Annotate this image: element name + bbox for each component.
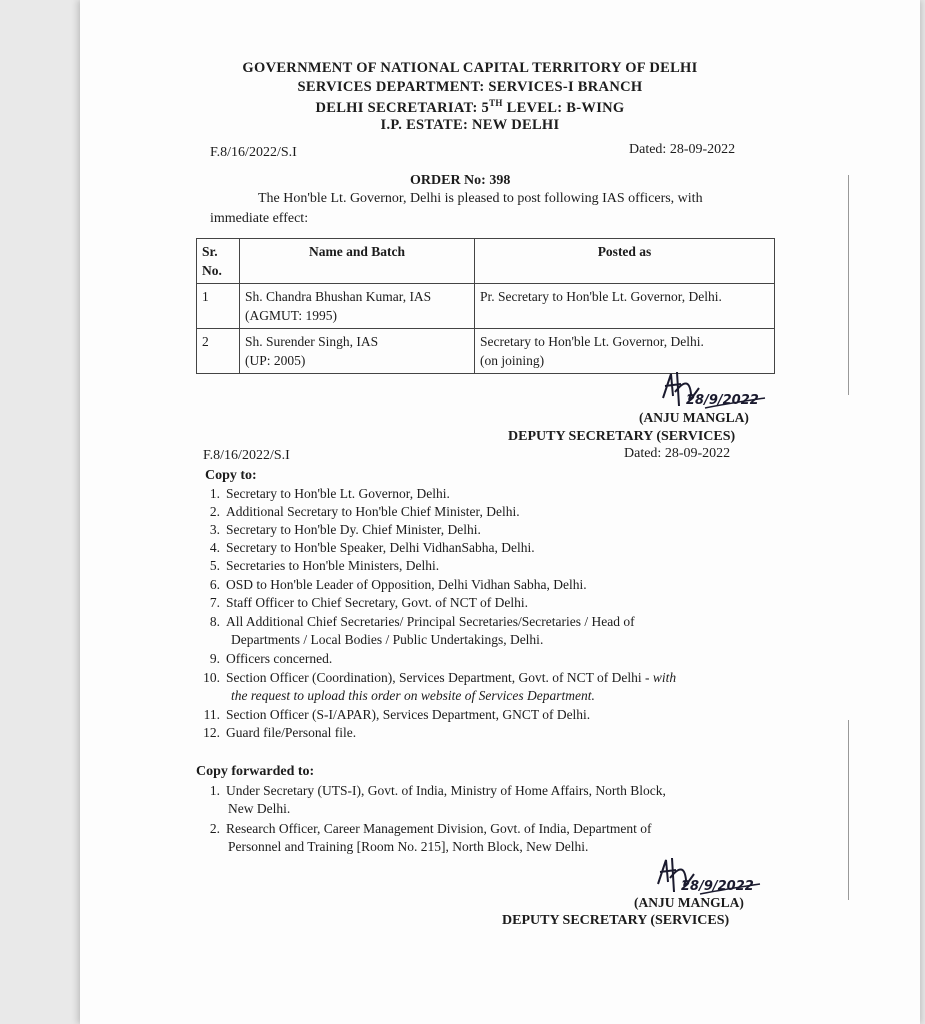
postings-table xyxy=(196,238,775,374)
list-item: 1. Secretary to Hon'ble Lt. Governor, Delhi. xyxy=(209,486,450,501)
list-item: 10. Section Officer (Coordination), Services Department, Govt. of NCT of Delhi - with xyxy=(203,670,677,685)
table-row xyxy=(197,329,775,374)
list-item: 2. Additional Secretary to Hon'ble Chief Minister, Delhi. xyxy=(209,504,520,519)
list-item: 3. Secretary to Hon'ble Dy. Chief Minister, Delhi. xyxy=(209,522,481,537)
list-item-continuation: New Delhi. xyxy=(228,801,291,816)
order-date: Dated: 28-09-2022 xyxy=(629,142,736,157)
intro-line-2: immediate effect: xyxy=(210,211,309,226)
list-item-continuation: Personnel and Training [Room No. 215], North Block, New Delhi. xyxy=(228,839,589,854)
header-line-3: DELHI SECRETARIAT: 5TH LEVEL: B-WING xyxy=(315,98,625,116)
list-item: 5. Secretaries to Hon'ble Ministers, Delhi. xyxy=(209,558,440,573)
list-item: 12. Guard file/Personal file. xyxy=(203,725,357,740)
table-header-row xyxy=(197,239,775,284)
header-name-batch: Name and Batch xyxy=(240,239,475,284)
row-name-batch: Sh. Chandra Bhushan Kumar, IAS (AGMUT: 1995) xyxy=(240,284,475,329)
list-item: 2. Research Officer, Career Management Division, Govt. of India, Department of xyxy=(209,821,652,836)
page-edge-shadow xyxy=(848,175,849,395)
list-item: 6. OSD to Hon'ble Leader of Opposition, Delhi Vidhan Sabha, Delhi. xyxy=(209,577,587,592)
header-line-2: SERVICES DEPARTMENT: SERVICES-I BRANCH xyxy=(297,79,643,95)
intro-line-1: The Hon'ble Lt. Governor, Delhi is pleased to post following IAS officers, with xyxy=(258,191,703,206)
order-title: ORDER No: 398 xyxy=(410,173,511,188)
signatory-name: (ANJU MANGLA) xyxy=(639,410,749,425)
row-sr: 2 xyxy=(197,329,240,374)
list-item-continuation: Departments / Local Bodies / Public Undertakings, Delhi. xyxy=(231,632,544,647)
header-posted-as: Posted as xyxy=(475,239,775,284)
table-row xyxy=(197,284,775,329)
copy-to-title: Copy to: xyxy=(205,468,257,483)
list-item-continuation: the request to upload this order on website of Services Department. xyxy=(231,688,595,703)
file-number: F.8/16/2022/S.I xyxy=(210,145,297,160)
list-item: 7. Staff Officer to Chief Secretary, Govt. of NCT of Delhi. xyxy=(209,595,529,610)
list-item: 1. Under Secretary (UTS-I), Govt. of India, Ministry of Home Affairs, North Block, xyxy=(209,783,666,798)
row-posted-as: Pr. Secretary to Hon'ble Lt. Governor, Delhi. xyxy=(475,284,775,329)
signatory-designation: DEPUTY SECRETARY (SERVICES) xyxy=(502,913,730,928)
list-item: 4. Secretary to Hon'ble Speaker, Delhi VidhanSabha, Delhi. xyxy=(209,540,535,555)
copy-forwarded-title: Copy forwarded to: xyxy=(196,764,315,779)
header-sr-no: Sr. No. xyxy=(197,239,240,284)
row-posted-as: Secretary to Hon'ble Lt. Governor, Delhi. (on joining) xyxy=(475,329,775,374)
header-line-4: I.P. ESTATE: NEW DELHI xyxy=(380,117,560,133)
signatory-designation: DEPUTY SECRETARY (SERVICES) xyxy=(508,429,736,444)
list-item: 11. Section Officer (S-I/APAR), Services Department, GNCT of Delhi. xyxy=(203,707,591,722)
copy-date: Dated: 28-09-2022 xyxy=(624,446,731,461)
handwritten-date: 28/9/2022 xyxy=(686,393,759,408)
copy-file-number: F.8/16/2022/S.I xyxy=(203,448,290,463)
list-item: 9. Officers concerned. xyxy=(209,651,333,666)
header-line-1: GOVERNMENT OF NATIONAL CAPITAL TERRITORY OF DELHI xyxy=(242,60,698,76)
handwritten-date: 28/9/2022 xyxy=(681,879,754,894)
page-edge-shadow xyxy=(848,720,849,900)
row-name-batch: Sh. Surender Singh, IAS (UP: 2005) xyxy=(240,329,475,374)
signatory-name: (ANJU MANGLA) xyxy=(634,895,744,910)
row-sr: 1 xyxy=(197,284,240,329)
list-item: 8. All Additional Chief Secretaries/ Principal Secretaries/Secretaries / Head of xyxy=(209,614,635,629)
